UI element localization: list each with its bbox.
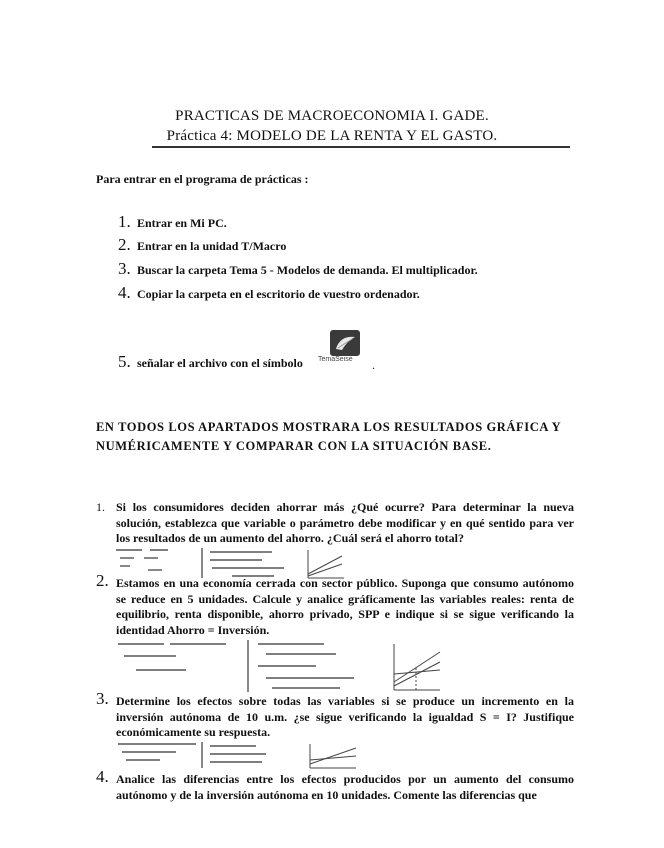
document-title: PRACTICAS DE MACROECONOMIA I. GADE. [175,108,489,124]
step-text: Copiar la carpeta en el escritorio de vuestro ordenador. [137,287,420,301]
step-item [118,259,478,279]
question-text: Determine los efectos sobre todas las variables si se produce un incremento en la inversión autónoma de 10 u.m. ¿se sigue verificando la igualdad S = I? Justifique económicamente su respuesta. [116,694,574,739]
file-icon-label: TemaSeise [318,356,353,363]
step-text: Buscar la carpeta Tema 5 - Modelos de demanda. El multiplicador. [137,263,478,277]
intro-text: Para entrar en el programa de prácticas : [96,172,309,186]
step-number: 3. [118,259,131,278]
step5-period: . [372,358,375,372]
step-text: Entrar en la unidad T/Macro [137,239,287,253]
file-icon [330,330,360,356]
step-item [118,235,286,255]
question-number: 3. [96,689,109,708]
question-1 [96,500,574,547]
step-number: 2. [118,235,131,254]
question-number: 1. [96,500,105,514]
question-4 [96,767,574,803]
step-text: señalar el archivo con el símbolo [137,356,303,370]
step-text: Entrar en Mi PC. [137,216,227,230]
question-2 [96,571,574,638]
document-subtitle: Práctica 4: MODELO DE LA RENTA Y EL GASTO. [166,128,498,144]
step-item [118,212,227,232]
step-item [118,283,420,303]
answer-sketch-3 [116,740,366,770]
instruction-heading: EN TODOS LOS APARTADOS MOSTRARA LOS RESULTADOS GRÁFICA Y NUMÉRICAMENTE Y COMPARAR CON LA SITUACIÓN BASE. [96,420,561,453]
question-3 [96,689,574,741]
step-number: 4. [118,283,131,302]
answer-sketch-1 [112,546,352,580]
step-number: 1. [118,212,131,231]
answer-sketch-2 [116,638,446,694]
step-number: 5. [118,352,131,371]
question-text: Si los consumidores deciden ahorrar más ¿Qué ocurre? Para determinar la nueva solución, establezca que variable o parámetro debe modificar y en qué sentido para ver los resultados de un aumento del ahorro. ¿Cuál será el ahorro total? [116,500,574,545]
question-text: Estamos en una economía cerrada con sector público. Suponga que consumo autónomo se reduce en 5 unidades. Calcule y analice gráficamente las variables reales: renta de equilibrio, renta disponible, ahorro privado, SPP e indique si se sigue verificando la identidad Ahorro = Inversión. [116,576,574,637]
title-divider [152,146,570,148]
step-item [118,352,303,372]
question-number: 2. [96,571,109,590]
question-text: Analice las diferencias entre los efectos producidos por un aumento del consumo autónomo y de la inversión autónoma en 10 unidades. Comente las diferencias que [116,772,574,802]
question-number: 4. [96,767,109,786]
